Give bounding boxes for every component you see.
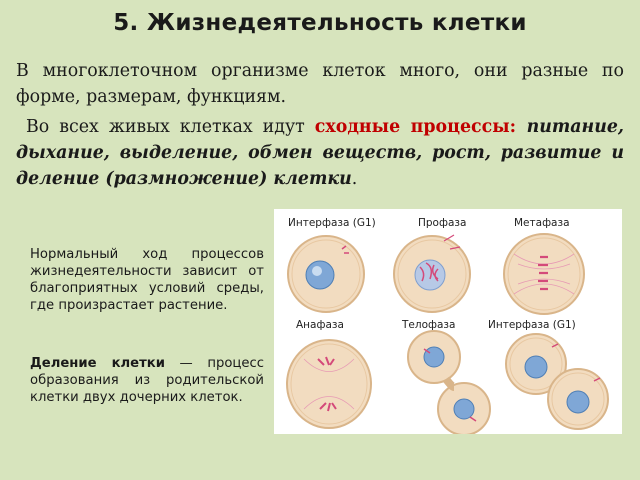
similar-processes-highlight: сходные процессы bbox=[314, 117, 510, 137]
mitosis-diagram bbox=[274, 209, 622, 434]
processes-paragraph bbox=[16, 114, 624, 192]
conditions-note: Нормальный ход процессов жизнедеятельности зависит от благоприятных условий среды, где произрастает растение. bbox=[30, 247, 264, 313]
mitosis-figure bbox=[274, 209, 622, 434]
cell-interphase-1 bbox=[288, 236, 364, 312]
phase-label-metaphase: Метафаза bbox=[514, 217, 570, 229]
cell-division-text: — процесс образования из родительской клетки двух дочерних клеток. bbox=[30, 356, 264, 405]
paragraph-end: . bbox=[351, 169, 358, 189]
phase-label-telophase: Телофаза bbox=[402, 319, 456, 331]
page-title: 5. Жизнедеятельность клетки bbox=[113, 10, 527, 36]
highlight-colon: : bbox=[509, 117, 527, 137]
phase-label-interphase-1: Интерфаза (G1) bbox=[288, 217, 376, 229]
phase-label-interphase-2: Интерфаза (G1) bbox=[488, 319, 576, 331]
processes-intro: Во всех живых клетках идут bbox=[26, 117, 315, 137]
cell-division-definition bbox=[30, 355, 264, 406]
processes-list: питание, дыхание, выделение, обмен веществ, рост, развитие и деление (размножение) клетки bbox=[16, 117, 624, 189]
cell-interphase-2 bbox=[506, 334, 608, 429]
phase-label-prophase: Профаза bbox=[418, 217, 467, 229]
cell-telophase bbox=[408, 331, 490, 434]
phase-label-anaphase: Анафаза bbox=[296, 319, 344, 331]
intro-paragraph: В многоклеточном организме клеток много, они разные по форме, размерам, функциям. bbox=[16, 61, 624, 107]
cell-division-term: Деление клетки bbox=[30, 356, 165, 371]
cell-prophase bbox=[394, 235, 470, 312]
cell-anaphase bbox=[287, 340, 371, 428]
cell-metaphase bbox=[504, 234, 584, 314]
